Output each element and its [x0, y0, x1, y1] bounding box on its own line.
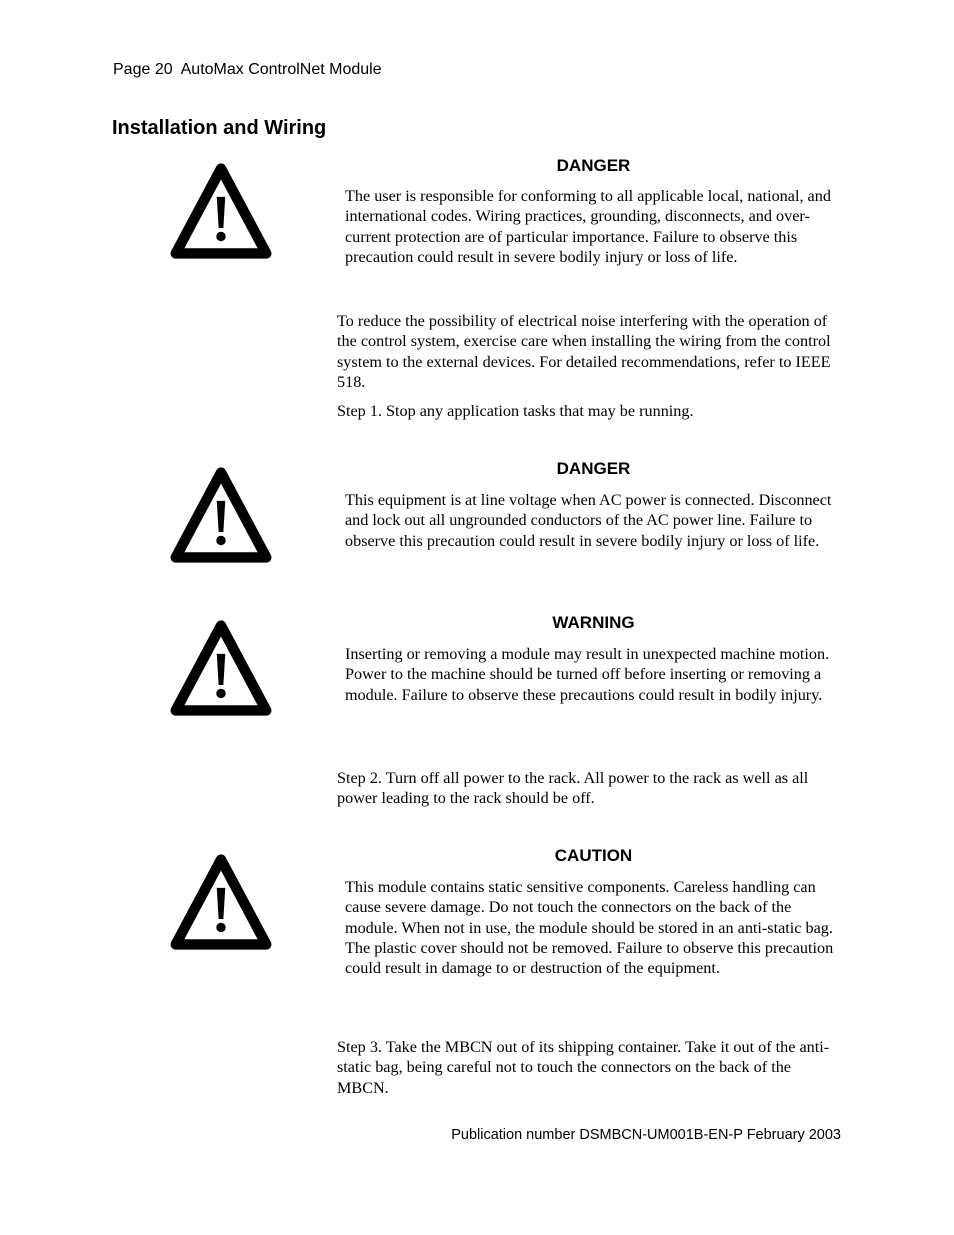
notice-body: Inserting or removing a module may result in unexpected machine motion. Power to the machine should be turned off before inserting or removing a module. Failure to observe these precautions could result in bodily injury.	[345, 645, 830, 704]
notice-heading-danger: DANGER	[556, 459, 631, 478]
warning-triangle-icon	[167, 161, 275, 261]
section-title: Installation and Wiring	[112, 117, 327, 139]
step-2: Step 2. Turn off all power to the rack. All power to the rack as well as all power leading to the rack should be off.	[337, 769, 809, 808]
page-header: Page 20 AutoMax ControlNet Module	[113, 61, 382, 78]
publication-footer: Publication number DSMBCN-UM001B-EN-P February 2003	[451, 1127, 841, 1143]
step-1: Step 1. Stop any application tasks that may be running.	[337, 402, 694, 420]
warning-triangle-icon	[167, 465, 275, 565]
warning-triangle-icon	[167, 852, 275, 952]
warning-triangle-icon	[167, 618, 275, 718]
notice-heading-warning: WARNING	[552, 613, 635, 632]
notice-heading-danger: DANGER	[556, 156, 631, 175]
notice-body: This equipment is at line voltage when AC power is connected. Disconnect and lock out all ungrounded conductors of the AC power line. Failure to observe this precaution could result in severe bodily injury or loss of life.	[345, 491, 832, 550]
notice-heading-caution: CAUTION	[554, 846, 633, 865]
notice-body: This module contains static sensitive components. Careless handling can cause severe damage. Do not touch the connectors on the back of the module. When not in use, the module should be stored in an anti-static bag. The plastic cover should not be removed. Failure to observe this precaution could result in damage to or destruction of the equipment.	[345, 878, 834, 978]
notice-body: The user is responsible for conforming to all applicable local, national, and international codes. Wiring practices, grounding, disconnects, and over-current protection are of particular importance. Failure to observe this precaution could result in severe bodily injury or loss of life.	[345, 187, 831, 266]
noise-paragraph: To reduce the possibility of electrical noise interfering with the operation of the control system, exercise care when installing the wiring from the control system to the external devices. For detailed recommendations, refer to IEEE 518.	[337, 312, 831, 391]
step-3: Step 3. Take the MBCN out of its shipping container. Take it out of the anti-static bag, being careful not to touch the connectors on the back of the MBCN.	[337, 1038, 830, 1097]
